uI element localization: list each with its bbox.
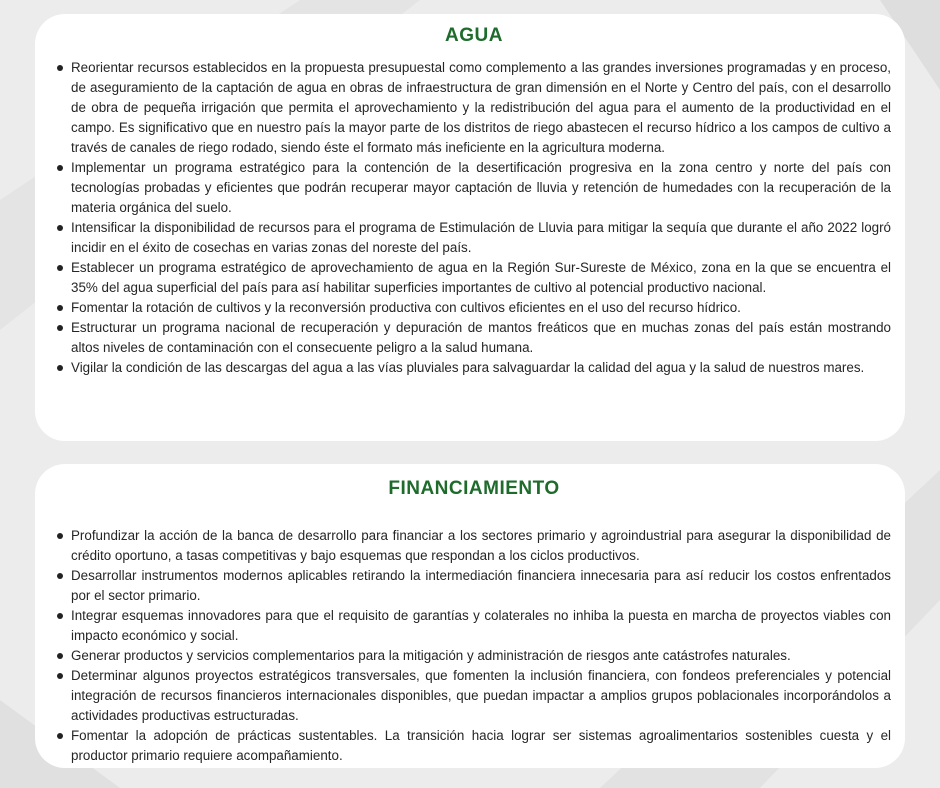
list-item: Establecer un programa estratégico de aprovechamiento de agua en la Región Sur-Sureste de México, zona en la que se encuentra el 35% del agua superficial del país para así habilitar superficies importantes de cultivo al potencial productivo nacional. bbox=[57, 258, 891, 298]
list-item: Vigilar la condición de las descargas del agua a las vías pluviales para salvaguardar la calidad del agua y la salud de nuestros mares. bbox=[57, 358, 891, 378]
financiamiento-card bbox=[35, 464, 905, 768]
list-item: Fomentar la adopción de prácticas sustentables. La transición hacia lograr ser sistemas agroalimentarios sostenibles cuesta y el productor primario requiere acompañamiento. bbox=[57, 726, 891, 766]
list-item: Determinar algunos proyectos estratégicos transversales, que fomenten la inclusión financiera, con fondeos preferenciales y potencial integración de recursos financieros internacionales disponibles, que puedan impactar a amplios grupos poblacionales incorporándolos a actividades productivas estructuradas. bbox=[57, 666, 891, 726]
agua-card bbox=[35, 14, 905, 441]
list-item: Generar productos y servicios complementarios para la mitigación y administración de riesgos ante catástrofes naturales. bbox=[57, 646, 891, 666]
list-item: Reorientar recursos establecidos en la propuesta presupuestal como complemento a las grandes inversiones programadas y en proceso, de aseguramiento de la captación de agua en obras de infraestructura de gran dimensión en el Norte y Centro del país, con el desarrollo de obra de pequeña irrigación que permita el aprovechamiento y la redistribución del agua para el aumento de la productividad en el campo. Es significativo que en nuestro país la mayor parte de los distritos de riego abastecen el recurso hídrico a los campos de cultivo a través de canales de riego rodado, siendo éste el formato más ineficiente en la agricultura moderna. bbox=[57, 58, 891, 158]
list-item: Estructurar un programa nacional de recuperación y depuración de mantos freáticos que en muchas zonas del país están mostrando altos niveles de contaminación con el consecuente peligro a la salud humana. bbox=[57, 318, 891, 358]
financiamiento-list bbox=[57, 526, 891, 766]
list-item: Integrar esquemas innovadores para que el requisito de garantías y colaterales no inhiba la puesta en marcha de proyectos viables con impacto económico y social. bbox=[57, 606, 891, 646]
list-item: Profundizar la acción de la banca de desarrollo para financiar a los sectores primario y agroindustrial para asegurar la disponibilidad de crédito oportuno, a tasas competitivas y bajo esquemas que respondan a los ciclos productivos. bbox=[57, 526, 891, 566]
list-item: Implementar un programa estratégico para la contención de la desertificación progresiva en la zona centro y norte del país con tecnologías probadas y eficientes que podrán recuperar mayor captación de lluvia y retención de humedades con la recuperación de la materia orgánica del suelo. bbox=[57, 158, 891, 218]
agua-list bbox=[57, 58, 891, 378]
list-item: Fomentar la rotación de cultivos y la reconversión productiva con cultivos eficientes en el uso del recurso hídrico. bbox=[57, 298, 891, 318]
list-item: Intensificar la disponibilidad de recursos para el programa de Estimulación de Lluvia para mitigar la sequía que durante el año 2022 logró incidir en el éxito de cosechas en varias zonas del noreste del país. bbox=[57, 218, 891, 258]
agua-title: AGUA bbox=[445, 25, 503, 46]
financiamiento-title: FINANCIAMIENTO bbox=[388, 478, 560, 499]
list-item: Desarrollar instrumentos modernos aplicables retirando la intermediación financiera innecesaria para así reducir los costos enfrentados por el sector primario. bbox=[57, 566, 891, 606]
